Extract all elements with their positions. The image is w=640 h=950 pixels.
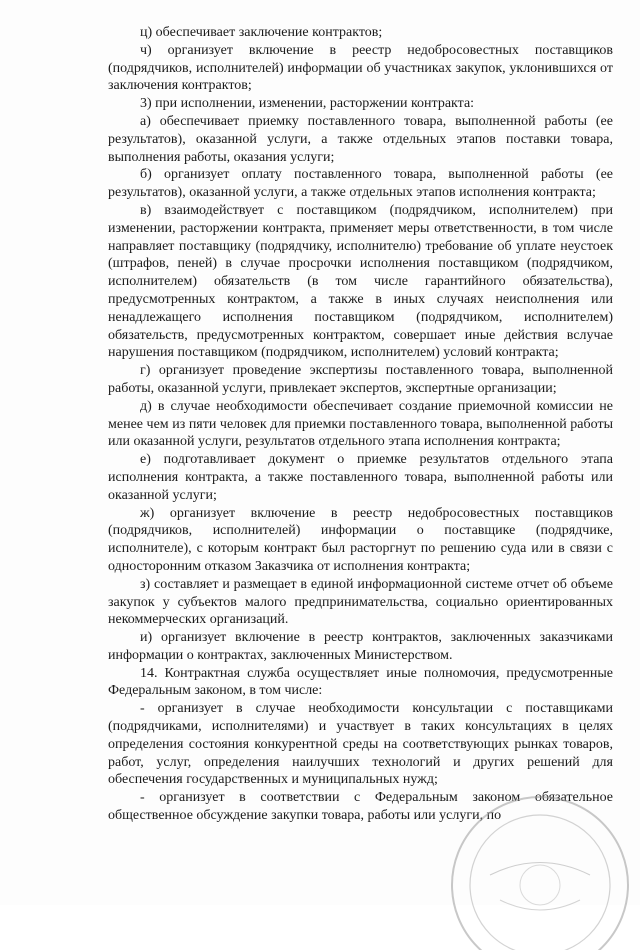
paragraph-a: а) обеспечивает приемку поставленного товара, выполненной работы (ее результатов), оказанной услуги, а также отдельных этапов поставки товара, выполнения работы, оказания услуги; [108,113,613,165]
document-text [108,24,613,825]
paragraph-g: г) организует проведение экспертизы поставленного товара, выполненной работы, оказанной услуги, привлекает экспертов, экспертные организации; [108,363,613,396]
paragraph-zh: ж) организует включение в реестр недобросовестных поставщиков (подрядчиков, исполнителей) информации о поставщике (подрядчике, исполнителе), с которым контракт был расторгнут по решению суда или в связи с односторонним отказом Заказчика от исполнения контракта; [108,505,613,574]
paragraph-3: 3) при исполнении, изменении, расторжении контракта: [140,96,475,112]
paragraph-ch: ч) организует включение в реестр недобросовестных поставщиков (подрядчиков, исполнителей) информации об участниках закупок, уклонившихся от заключения контрактов; [108,42,613,94]
paragraph-14: 14. Контрактная служба осуществляет иные полномочия, предусмотренные Федеральным законом, в том числе: [108,665,613,699]
paragraph-v: в) взаимодействует с поставщиком (подрядчиком, исполнителем) при изменении, расторжении контракта, применяет меры ответственности, в том числе направляет поставщику (подрядчику, исполнителю) требование об уплате неустоек (штрафов, пеней) в случае просрочки исполнения поставщиком (подрядчиком, исполнителем) обязательств (в том числе гарантийного обязательства), предусмотренных контрактом, а также в иных случаях неисполнения или ненадлежащего исполнения поставщиком (подрядчиком, исполнителем) обязательств, предусмотренных контрактом, совершает иные действия вслучае нарушения поставщиком (подрядчиком, исполнителем) условий контракта; [108,202,613,361]
paragraph-consultations: - организует в случае необходимости консультации с поставщиками (подрядчиками, исполнителями) и участвует в таких консультациях в целях определения состояния конкурентной среды на соответствующих рынках товаров, работ, услуг, определения наилучших технологий и других решений для обеспечения государственных и муниципальных нужд; [108,701,613,788]
paragraph-b: б) организует оплату поставленного товара, выполненной работы (ее результатов), оказанной услуги, а также отдельных этапов исполнения контракта; [108,167,613,201]
paragraph-ts: ц) обеспечивает заключение контрактов; [140,25,383,40]
paragraph-e: е) подготавливает документ о приемке результатов отдельного этапа исполнения контракта, а также поставленного товара, выполненной работы или оказанной услуги; [108,452,613,503]
paragraph-d: д) в случае необходимости обеспечивает создание приемочной комиссии не менее чем из пяти человек для приемки поставленного товара, выполненной работы или оказанной услуги, результатов отдельного этапа исполнения контракта; [108,398,613,450]
paragraph-discussion: - организует в соответствии с Федеральным законом обязательное общественное обсуждение закупки товара, работы или услуги, по [108,790,613,824]
paragraph-i: и) организует включение в реестр контрактов, заключенных заказчиками информации о контрактах, заключенных Министерством. [108,630,613,663]
paragraph-z: з) составляет и размещает в единой информационной системе отчет об объеме закупок у субъектов малого предпринимательства, социально ориентированных некоммерческих организаций. [108,576,613,628]
